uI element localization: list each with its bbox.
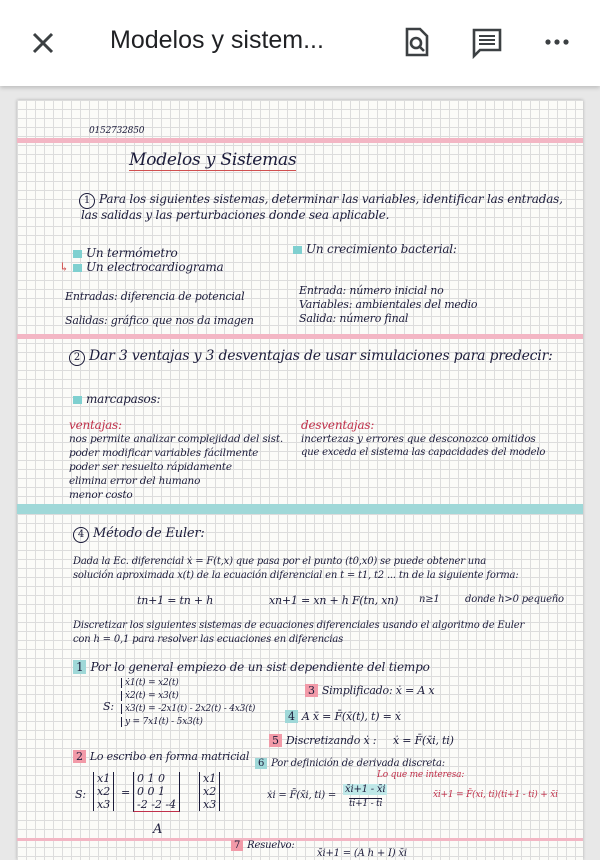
desventaja-2: que exceda el sistema las capacidades del modelo [301,447,546,458]
interest-eq: x̄i+1 = F̄(xi, ti)(ti+1 - ti) + x̄i [433,790,558,800]
q1-line1: 1 Para los siguientes sistemas, determinar las variables, identificar las entradas, [79,192,563,209]
step5-line: 5 Discretizando ẋ : [269,734,376,747]
comment-icon[interactable] [467,22,507,62]
close-icon[interactable] [22,22,62,62]
ventaja-3: poder ser resuelto rápidamente [69,461,232,473]
right-entry-2: Variables: ambientales del medio [299,298,478,311]
ventaja-1: nos permite analizar complejidad del sist. [69,433,284,445]
marcapasos-label: marcapasos: [73,392,160,406]
ventaja-4: elimina error del humano [69,475,201,487]
step6-line: 6 Por definición de derivada discreta: [255,758,445,769]
system-eq-3: ẋ3(t) = -2x1(t) - 2x2(t) - 4x3(t) [121,704,255,714]
equals-sign: = [121,786,131,799]
step4-line: 4 A x̄ = F̄(x̄(t), t) = ẋ [285,710,401,723]
left-entry-1: Entradas: diferencia de potencial [65,290,245,303]
ventaja-5: menor costo [69,489,133,501]
page-heading: Modelos y Sistemas [129,150,297,170]
q4-line: 4 Método de Euler: [73,526,205,543]
matrix-rhs: x1 x2 x3 [199,772,220,811]
matrix-a: 0 1 0 0 0 1 -2 -2 -4 [133,772,180,812]
step1-line: 1 Por lo general empiezo de un sist dependiente del tiempo [73,660,430,674]
red-note: Lo que me interesa: [377,770,465,780]
discretize-line-2: con h = 0,1 para resolver las ecuaciones en diferencias [73,634,344,645]
page-code: 0152732850 [89,126,145,136]
euler-eq-n: n≥1 [419,594,440,605]
top-app-bar [0,0,600,86]
ventaja-2: poder modificar variables fácilmente [69,447,259,459]
system-eq-2: ẋ2(t) = x3(t) [121,691,179,701]
matrix-lhs: x1 x2 x3 [93,772,114,811]
right-entry-1: Entrada: número inicial no [299,284,444,297]
step3-line: 3 Simplificado: ẋ = A x [305,684,434,697]
step2-line: 2 Lo escribo en forma matricial [73,750,249,763]
document-title: Modelos y sistem... [110,26,324,54]
item-termometro: Un termómetro [73,246,178,260]
euler-line-2: solución aproximada x(t) de la ecuación diferencial en t = t1, t2 ... tn de la siguiente forma: [73,570,519,581]
step5-eq: ẋ = F̄(x̄i, ti) [393,734,454,747]
item-crecimiento: Un crecimiento bacterial: [293,242,457,256]
find-in-page-icon[interactable] [396,22,436,62]
system-eq-4: y = 7x1(t) - 5x3(t) [121,717,203,727]
step7-line: 7 Resuelvo: [231,840,295,851]
deriv-eq: ẋi = F̄(x̄i, ti) = [267,790,337,801]
matrix-a-label: A [153,822,163,837]
pink-divider-3 [17,838,583,841]
q2-line: 2 Dar 3 ventajas y 3 desventajas de usar simulaciones para predecir: [69,348,553,366]
euler-line-1: Dada la Ec. diferencial ẋ = F(t,x) que pasa por el punto (t0,x0) se puede obtener una [73,556,487,567]
item-electrocardiograma: Un electrocardiograma [73,260,223,274]
deriv-numerator: x̄i+1 - x̄i [345,784,386,795]
euler-eq-h: donde h>0 pequeño [465,594,564,605]
system-eq-1: ẋ1(t) = x2(t) [121,678,179,688]
deriv-denominator: ti+1 - ti [349,799,383,809]
ventajas-title: ventajas: [69,418,122,432]
desventaja-1: incertezas y errores que desconozco omitidos [301,433,536,445]
discretize-line-1: Discretizar los siguientes sistemas de ecuaciones diferenciales usando el algoritmo de Euler [73,620,525,631]
right-entry-3: Salida: número final [299,312,409,325]
pink-divider [17,138,583,143]
document-page[interactable] [17,100,583,860]
more-options-icon[interactable] [537,22,577,62]
matrix-label: S: [75,788,86,801]
teal-divider [17,504,583,514]
left-entry-2: Salidas: gráfico que nos da imagen [65,314,254,327]
final-eq: x̄i+1 = (A h + I) x̄i [317,848,407,859]
q1-line2: las salidas y las perturbaciones donde sea aplicable. [81,208,390,222]
pink-divider-2 [17,334,583,339]
system-label: S: [103,700,114,713]
euler-eq-t: tn+1 = tn + h [137,594,214,607]
euler-eq-x: xn+1 = xn + h F(tn, xn) [269,594,399,607]
desventajas-title: desventajas: [301,418,375,432]
arrow-mark: ↳ [59,260,69,274]
